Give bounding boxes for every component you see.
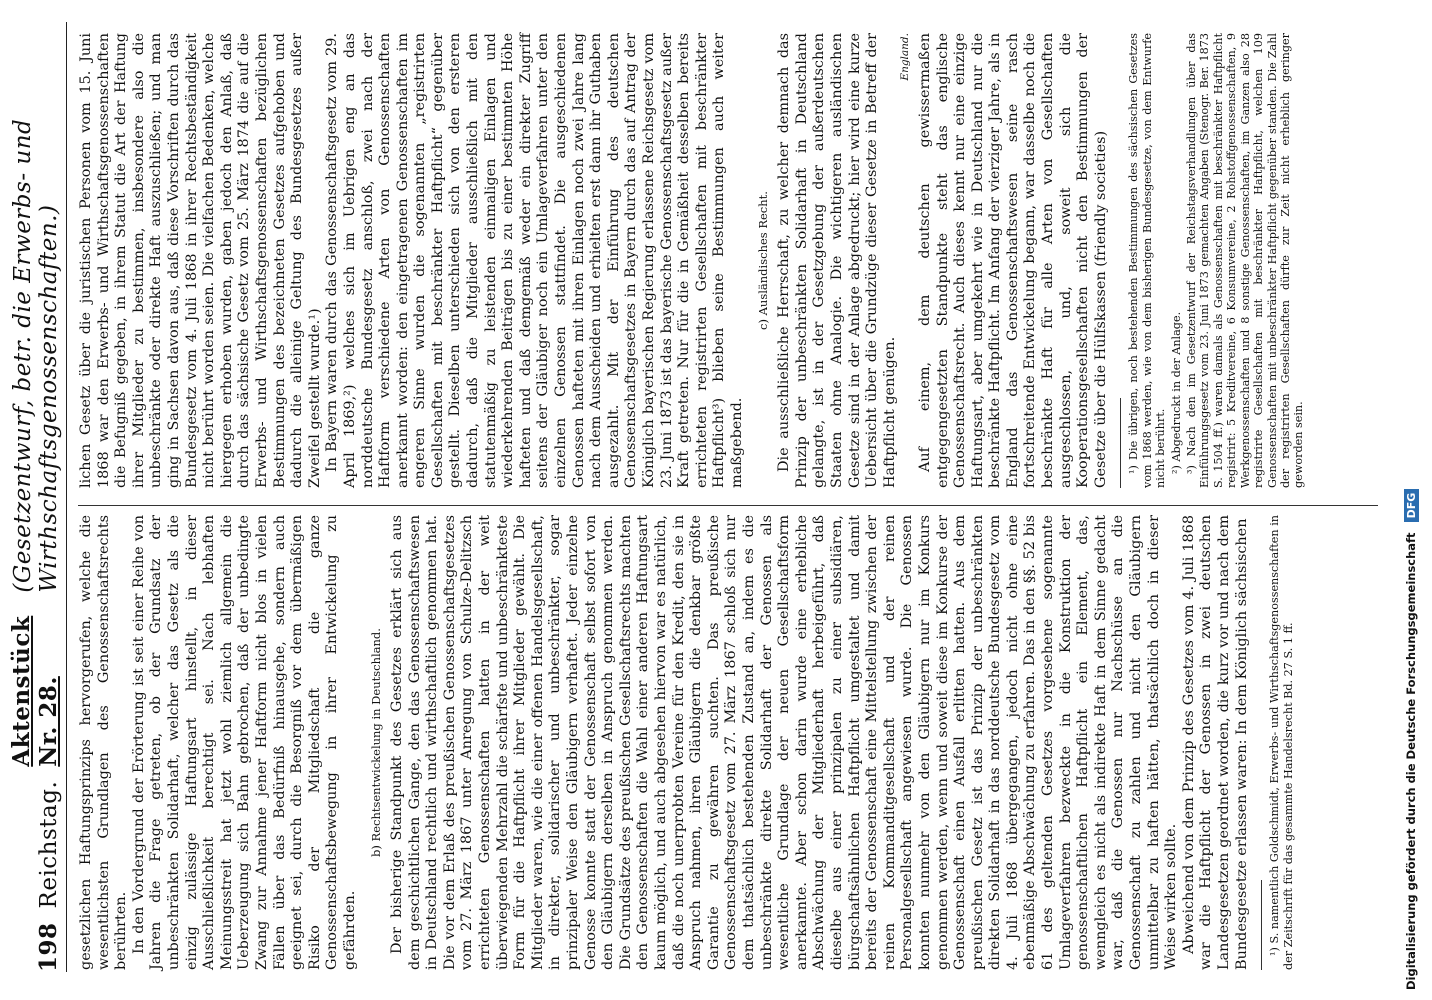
credit-text: Digitalisierung gefördert durch die Deutsche Forschungsgemeinschaft: [1404, 532, 1418, 990]
paragraph: In den Vordergrund der Erörterung ist seit einer Reihe von Jahren die Frage getreten, ob der Grundsatz der unbeschränkten Solidarhaft, welcher das Gesetz als die einzig zulässige Haftungsart hinstellt, in dieser Ausschließlichkeit berechtigt sei. Nach lebhaften Meinungsstreit hat jetzt wohl ziemlich allgemein die Ueberzeugung sich Bahn gebrochen, daß der unbedingte Zwang zur Annahme jener Haftform nicht blos in vielen Fällen über das Bedürfniß hinausgehe, sondern auch geeignet sei, durch die Besorgniß vor dem übermäßigen Risiko der Mitgliedschaft die ganze Genossenschaftsbewegung in ihrer Entwickelung zu gefährden.: [130, 515, 358, 970]
section-heading: c) Ausländisches Recht.: [755, 191, 770, 330]
digitization-credit: [1404, 489, 1419, 990]
footnote-rule: [1120, 398, 1121, 488]
section-heading: b) Rechtsentwickelung in Deutschland.: [368, 628, 383, 857]
document-page: [8, 20, 1398, 980]
page-number: 198: [35, 922, 62, 972]
margin-note: England.: [899, 33, 912, 81]
paragraph: In Bayern waren durch das Genossenschaftsgesetz vom 29. April 1869,²) welches sich im Uebrigen eng an das norddeutsche Bundesgesetz anschloß, zwei nach der Haftform verschiedene Arten von Genossenschaften anerkannt worden: den eingetragenen Genossenschaften im engeren Sinne wurden die sogenannten „registrirten Gesellschaften mit beschränkter Haftpflicht“ gegenüber gestellt. Dieselben unterschieden sich von den ersteren dadurch, daß die Mitglieder ausschließlich mit den statutenmäßig zu leistenden einmaligen Einlagen und wiederkehrenden Beiträgen bis zu einer bestimmten Höhe hafteten und daß demgemäß weder ein direkter Zugriff seitens der Gläubiger noch ein Umlageverfahren unter den einzelnen Genossen stattfindet. Die ausgeschiedenen Genossen hafteten mit ihren Einlagen noch zwei Jahre lang nach dem Ausscheiden und erhielten erst dann ihr Guthaben ausgezahlt. Mit der Einführung des deutschen Genossenschaftsgesetzes in Bayern durch das auf Antrag der Königlich bayerischen Regierung erlassene Reichsgesetz vom 23. Juni 1873 ist das bayerische Genossenschaftsgesetz außer Kraft getreten. Nur für die in Gemäßheit desselben bereits errichteten registrirten Gesellschaften mit beschränkter Haftpflicht³) blieben seine Bestimmungen auch weiter maßgebend.: [324, 33, 745, 488]
right-column: [78, 33, 1308, 488]
footnote: ³) Nach den im Gesetzentwurf der Reichstagsverhandlungen über das Einführungsgesetz vom 23. Juni 1873 gemachten Angaben (Stenogr. Ber. 1873 S. 1504 ff.) waren damals als Genossenschaften mit beschränkter Haftpflicht registrirt: 5 Kreditvereine, 6 Konsumvereine, 2 Rohstoffgenossenschaften, 9 Werkgenossenschaften und 8 sonstige Genossenschaften, im Ganzen also 28 registrirte Gesellschaften mit beschränkter Haftpflicht, welchen 109 Genossenschaften mit unbeschränkter Haftpflicht gegenüber standen. Die Zahl der registrirten Gesellschaften dürfte zur Zeit nicht erheblich geringer geworden sein.: [1185, 33, 1306, 488]
source-name: Reichstag.: [36, 780, 62, 909]
footnote-rule: [1261, 880, 1262, 970]
footnote: ¹) Die übrigen, noch bestehenden Bestimmungen des sächsischen Gesetzes vom 1868 werden, wie von dem bisherigen Bundesgesetze, von dem Entwurfe nicht berührt.: [1127, 33, 1168, 488]
document-title: (Gesetzentwurf, betr. die Erwerbs- und Wirthschaftsgenossenschaften.): [10, 118, 62, 593]
dfg-logo: DFG: [1404, 489, 1419, 523]
paragraph: Abweichend von dem Prinzip des Gesetzes vom 4. Juli 1868 war die Haftpflicht der Genossen in zwei deutschen Landesgesetzen geordnet worden, die kurz vor und nach dem Bundesgesetze erlassen waren: In dem Königlich sächsischen: [1180, 515, 1250, 970]
footnote: ¹) S. namentlich Goldschmidt, Erwerbs- und Wirthschaftsgenossenschaften in der Zeitschrift für das gesammte Handelsrecht Bd. 27 S. 1 ff.: [1268, 515, 1295, 970]
paragraph: Der bisherige Standpunkt des Gesetzes erklärt sich aus dem geschichtlichen Gange, den das Genossenschaftswesen in Deutschland rechtlich und wirthschaftlich genommen hat. Die vor dem Erlaß des preußischen Genossenschaftsgesetzes vom 27. März 1867 unter Anregung von Schulze-Delitzsch errichteten Genossenschaften hatten in der weit überwiegenden Mehrzahl die schärfste und unbeschränkteste Form für die Haftpflicht ihrer Mitglieder gewählt. Die Mitglieder waren, wie die einer offenen Handelsgesellschaft, in direkter, solidarischer und unbeschränkter, sogar prinzipaler Weise den Gläubigern verhaftet. Jeder einzelne Genosse konnte statt der Genossenschaft selbst sofort von den Gläubigern derselben in Anspruch genommen werden. Die Grundsätze des preußischen Gesellschaftsrechts machten den Genossenschaften die Wahl einer anderen Haftungsart kaum möglich, und auch abgesehen hiervon war es natürlich, daß die noch unerprobten Vereine für den Kredit, den sie in Anspruch nahmen, ihren Gläubigern die denkbar größte Garantie zu gewähren suchten. Das preußische Genossenschaftsgesetz vom 27. März 1867 schloß sich nur dem thatsächlich bestehenden Zustand an, indem es die unbeschränkte direkte Solidarhaft der Genossen als wesentliche Grundlage der neuen Gesellschaftsform anerkannte. Aber schon darin wurde eine erhebliche Abschwächung der Mitgliederhaft herbeigeführt, daß dieselbe aus einer prinzipalen zu einer subsidiären, bürgschaftsähnlichen Haftpflicht umgestaltet und damit bereits der Genossenschaft eine Mittelstellung zwischen der reinen Kommanditgesellschaft und der reinen Personalgesellschaft angewiesen wurde. Die Genossen konnten nunmehr von den Gläubigern nur im Konkurs genommen werden, wenn und soweit diese im Konkurse der Genossenschaft einen Ausfall erlitten hatten. Aus dem preußischen Gesetz ist das Prinzip der unbeschränkten direkten Solidarhaft in das norddeutsche Bundesgesetz vom 4. Juli 1868 übergegangen, jedoch nicht ohne eine ebenmäßige Abschwächung zu erfahren. Das in den §§. 52 bis 61 des geltenden Gesetzes vorgesehene sogenannte Umlageverfahren bezweckte in die Konstruktion der genossenschaftlichen Haftpflicht ein Element, das, wenngleich es nicht als indirekte Haft in dem Sinne gedacht war, daß die Genossen nur Nachschüsse an die Genossenschaft zu zahlen und nicht den Gläubigern unmittelbar zu haften hätten, thatsächlich doch in dieser Weise wirken sollte.: [389, 515, 1180, 970]
document-reference: Aktenstück Nr. 28.: [8, 615, 62, 767]
left-column: [78, 515, 1297, 970]
paragraph: lichen Gesetz über die juristischen Personen vom 15. Juni 1868 war den Erwerbs- und Wirthschaftsgenossenschaften die Befugniß gegeben, in ihrem Statut die Art der Haftung ihrer Mitglieder zu bestimmen, insbesondere also die unbeschränkte oder direkte Haft auszuschließen; und man ging in Sachsen davon aus, daß diese Vorschriften durch das Bundesgesetz vom 4. Juli 1868 in ihrer Rechtsbeständigkeit nicht berührt worden seien. Die vielfachen Bedenken, welche hiergegen erhoben wurden, gaben jedoch den Anlaß, daß durch das sächsische Gesetz vom 25. März 1874 die auf die Erwerbs- und Wirthschaftsgenossenschaften bezüglichen Bestimmungen des bezeichneten Gesetzes aufgehoben und dadurch die alleinige Geltung des Bundesgesetzes außer Zweifel gestellt wurde.¹): [78, 33, 323, 488]
footnote: ²) Abgedruckt in der Anlage.: [1169, 311, 1183, 474]
page-header: [8, 22, 67, 972]
paragraph: Die ausschließliche Herrschaft, zu welcher demnach das Prinzip der unbeschränkten Solidarhaft in Deutschland gelangte, ist in der Gesetzgebung der außerdeutschen Staaten ohne Analogie. Die wichtigeren ausländischen Gesetze sind in der Anlage abgedruckt; hier wird eine kurze Uebersicht über die Grundzüge dieser Gesetze in Betreff der Haftpflicht genügen.: [776, 33, 898, 488]
paragraph: Auf einem, dem deutschen gewissermaßen entgegengesetzten Standpunkte steht das englische Genossenschaftsrecht. Auch dieses kennt nur eine einzige Haftungsart, aber umgekehrt wie in Deutschland nur die beschränkte Haftpflicht. Im Anfang der vierziger Jahre, als in England das Genossenschaftswesen seine rasch fortschreitende Entwickelung begann, war dasselbe noch die beschränkte Haft für alle Arten von Gesellschaften ausgeschlossen, und, soweit sich die Kooperationsgesellschaften nicht den Bestimmungen der Gesetze über die Hülfskassen (friendly societies): [916, 33, 1109, 488]
column-divider: [78, 505, 1378, 506]
paragraph: gesetzlichen Haftungsprinzips hervorgerufen, welche die wesentlichsten Grundlagen des Genossenschaftsrechts berührten.: [78, 515, 130, 970]
